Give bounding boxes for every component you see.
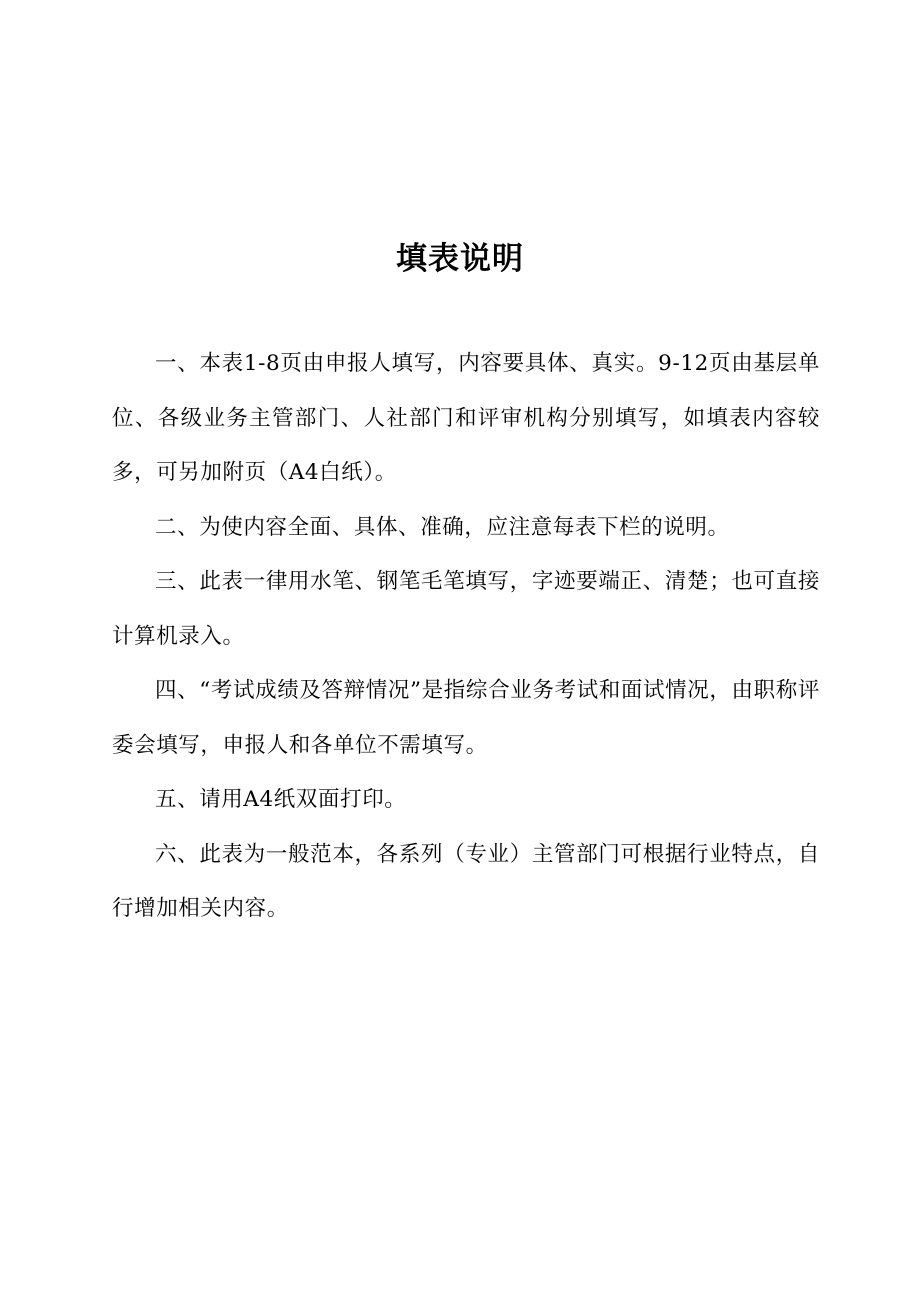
- instruction-item-1: 一、本表1-8页由申报人填写，内容要具体、真实。9-12页由基层单位、各级业务主管部门、人社部门和评审机构分别填写，如填表内容较多，可另加附页（A4白纸）。: [112, 351, 820, 485]
- page-title: 填表说明: [396, 241, 524, 277]
- instructions-body: [112, 337, 820, 937]
- instruction-item-6: 六、此表为一般范本，各系列（专业）主管部门可根据行业特点，自行增加相关内容。: [112, 841, 820, 921]
- instruction-item-2: 二、为使内容全面、具体、准确，应注意每表下栏的说明。: [155, 514, 730, 540]
- instruction-item-3: 三、此表一律用水笔、钢笔毛笔填写，字迹要端正、清楚；也可直接计算机录入。: [112, 569, 820, 649]
- instruction-item-4: 四、“考试成绩及答辩情况”是指综合业务考试和面试情况，由职称评委会填写，申报人和各单位不需填写。: [112, 678, 820, 758]
- instruction-item-5: 五、请用A4纸双面打印。: [155, 787, 407, 812]
